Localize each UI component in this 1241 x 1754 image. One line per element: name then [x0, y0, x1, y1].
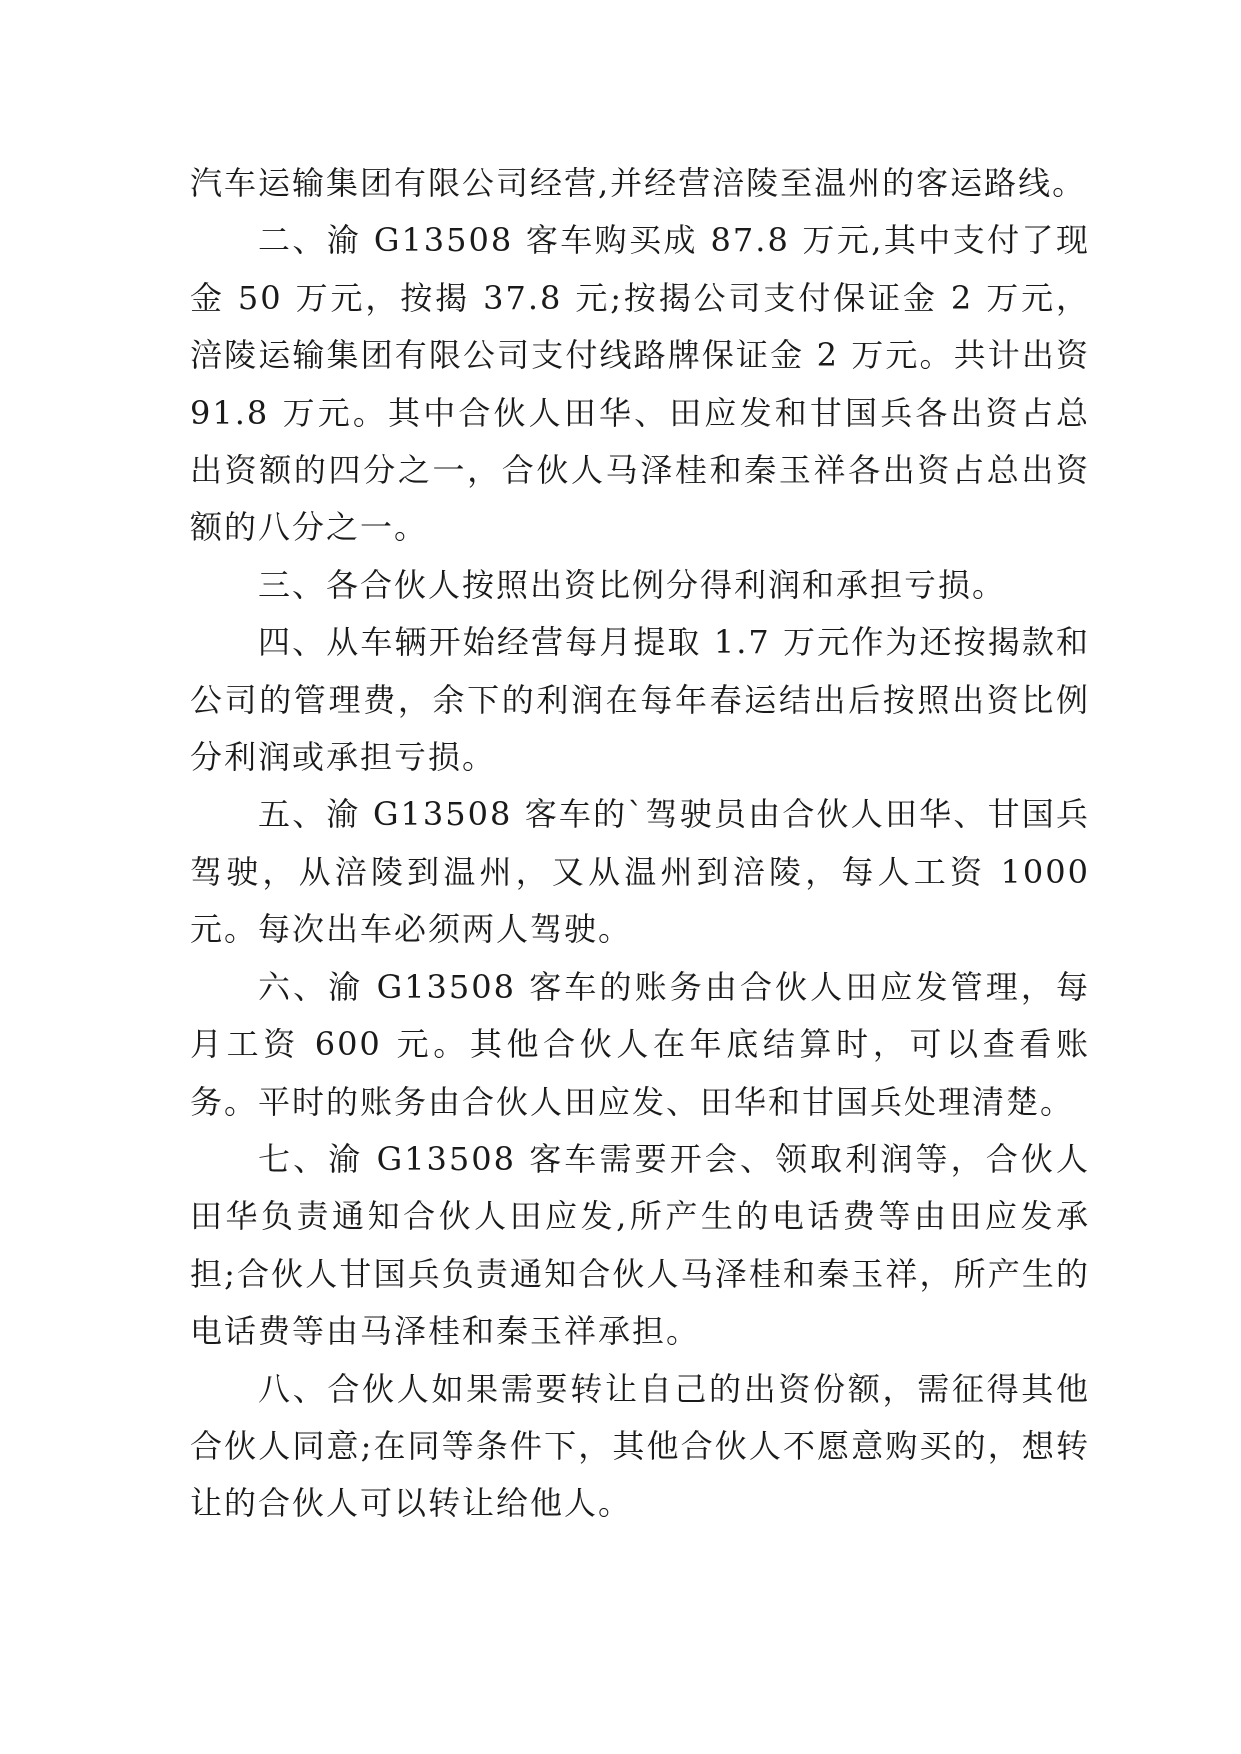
paragraph-clause-7: 七、渝 G13508 客车需要开会、领取利润等，合伙人田华负责通知合伙人田应发,所产生的电话费等由田应发承担;合伙人甘国兵负责通知合伙人马泽桂和秦玉祥，所产生的电话费等由马泽桂和秦玉祥承担。 [190, 1139, 1090, 1351]
paragraph-continuation: 汽车运输集团有限公司经营,并经营涪陵至温州的客运路线。 [190, 164, 1087, 202]
paragraph-clause-8: 八、合伙人如果需要转让自己的出资份额，需征得其他合伙人同意;在同等条件下，其他合伙人不愿意购买的，想转让的合伙人可以转让给他人。 [190, 1369, 1090, 1523]
paragraph-clause-5: 五、渝 G13508 客车的`驾驶员由合伙人田华、甘国兵驾驶，从涪陵到温州，又从温州到涪陵，每人工资 1000 元。每次出车必须两人驾驶。 [190, 795, 1090, 949]
paragraph-clause-6: 六、渝 G13508 客车的账务由合伙人田应发管理，每月工资 600 元。其他合伙人在年底结算时，可以查看账务。平时的账务由合伙人田应发、田华和甘国兵处理清楚。 [190, 967, 1090, 1121]
paragraph-clause-4: 四、从车辆开始经营每月提取 1.7 万元作为还按揭款和公司的管理费，余下的利润在每年春运结出后按照出资比例分利润或承担亏损。 [190, 623, 1090, 777]
paragraph-clause-2: 二、渝 G13508 客车购买成 87.8 万元,其中支付了现金 50 万元，按揭 37.8 元;按揭公司支付保证金 2 万元，涪陵运输集团有限公司支付线路牌保证金 2 万元。共计出资 91.8 万元。其中合伙人田华、田应发和甘国兵各出资占总出资额的四分之一，合伙人马泽桂和秦玉祥各出资占总出资额的八分之一。 [190, 221, 1090, 547]
document-body [190, 155, 1090, 1533]
paragraph-clause-3: 三、各合伙人按照出资比例分得利润和承担亏损。 [258, 565, 1007, 604]
